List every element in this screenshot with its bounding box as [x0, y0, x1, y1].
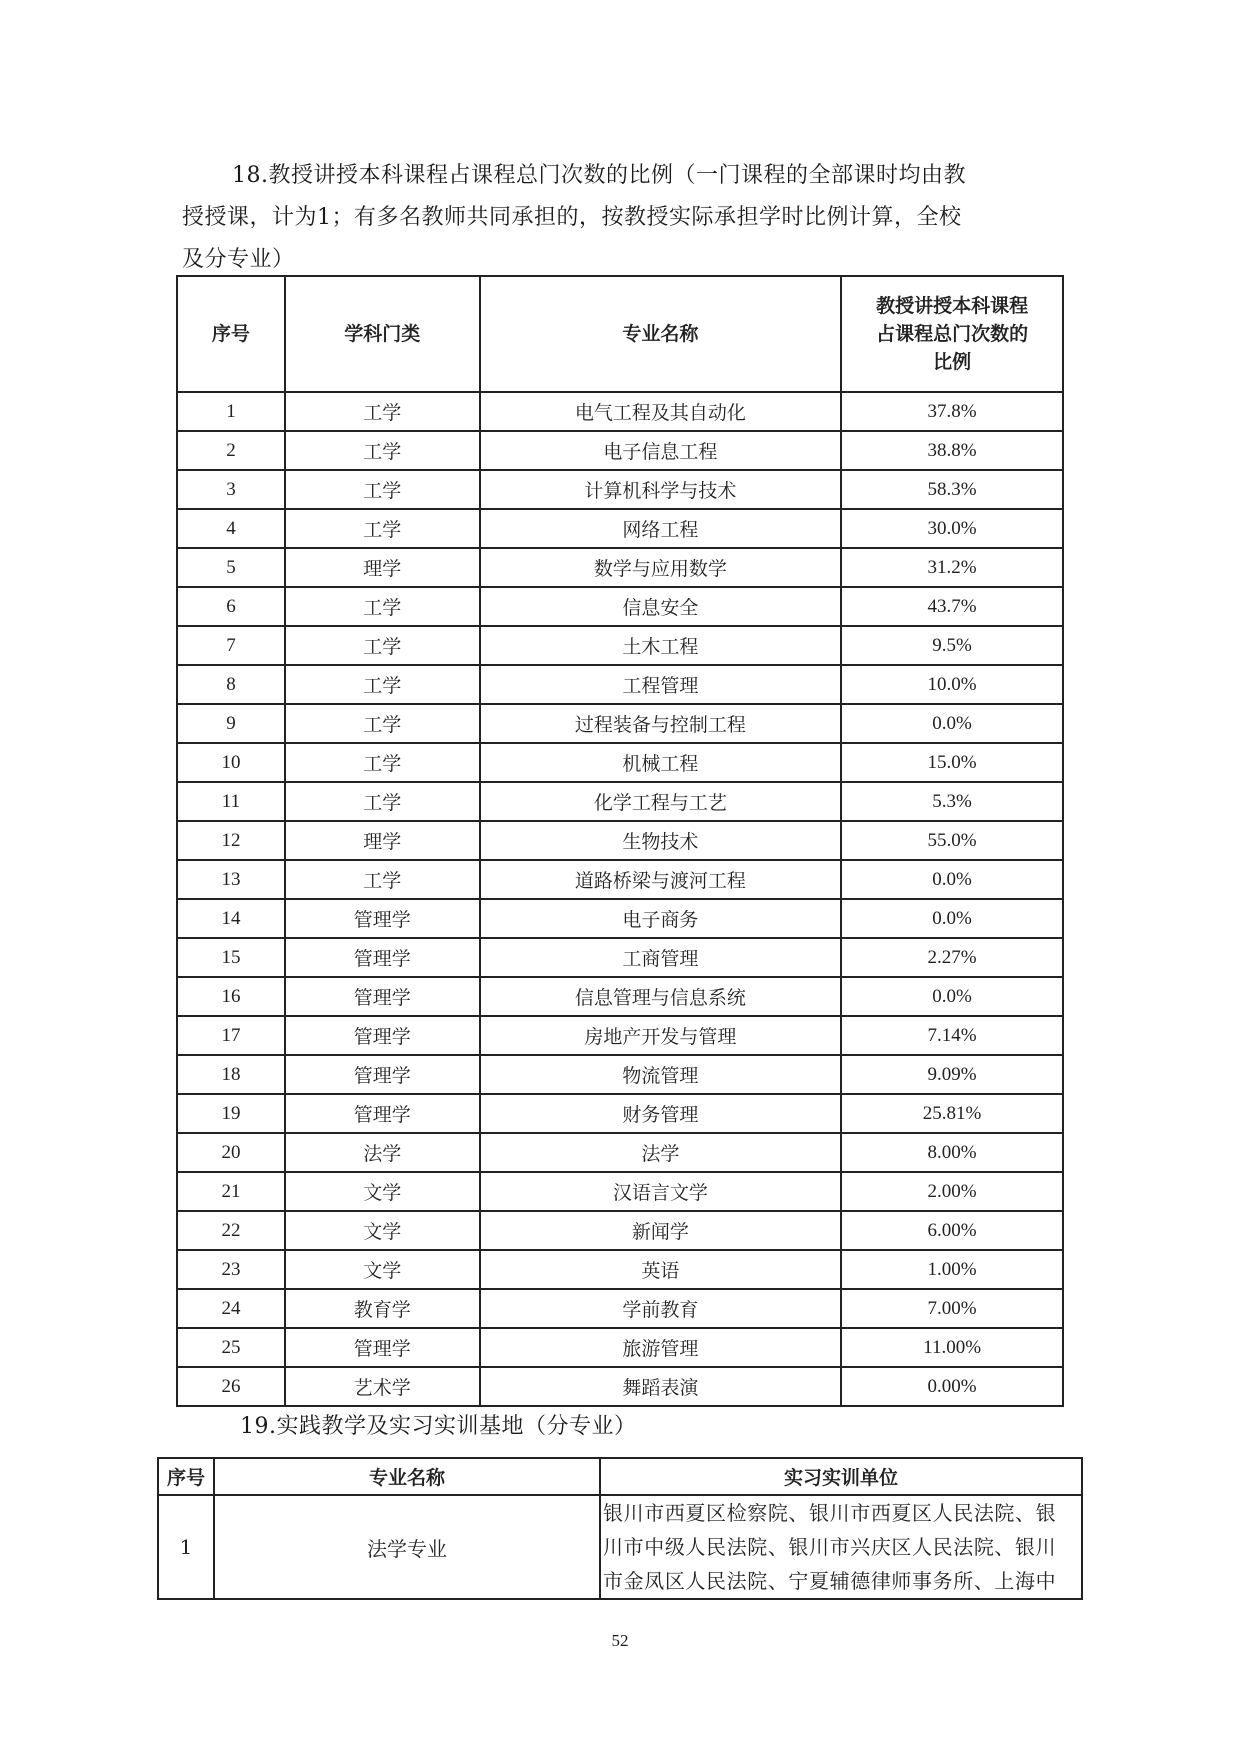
header-line: 占课程总门次数的 — [876, 323, 1029, 345]
cell-major: 道路桥梁与渡河工程 — [480, 860, 842, 899]
cell-major: 过程装备与控制工程 — [480, 704, 842, 743]
cell-category: 工学 — [285, 743, 480, 782]
cell-category: 工学 — [285, 665, 480, 704]
table-row — [177, 977, 1063, 1016]
cell-category: 工学 — [285, 782, 480, 821]
cell-ratio: 0.0% — [841, 899, 1063, 938]
cell-units — [600, 1495, 1082, 1599]
cell-ratio: 0.00% — [841, 1367, 1063, 1406]
cell-ratio: 38.8% — [841, 431, 1063, 470]
cell-category: 教育学 — [285, 1289, 480, 1328]
cell-ratio: 55.0% — [841, 821, 1063, 860]
cell-no: 4 — [177, 509, 285, 548]
table-row — [177, 1211, 1063, 1250]
cell-no: 15 — [177, 938, 285, 977]
table-row — [177, 1016, 1063, 1055]
professor-teaching-ratio-table — [176, 275, 1064, 1407]
col-header-no: 序号 — [158, 1458, 214, 1495]
col-header-units: 实习实训单位 — [600, 1458, 1082, 1495]
cell-major: 舞蹈表演 — [480, 1367, 842, 1406]
cell-major: 计算机科学与技术 — [480, 470, 842, 509]
cell-no: 3 — [177, 470, 285, 509]
cell-major: 法学专业 — [214, 1495, 600, 1599]
cell-major: 电子商务 — [480, 899, 842, 938]
cell-no: 1 — [177, 392, 285, 431]
cell-major: 工程管理 — [480, 665, 842, 704]
cell-major: 物流管理 — [480, 1055, 842, 1094]
cell-ratio: 43.7% — [841, 587, 1063, 626]
cell-no: 18 — [177, 1055, 285, 1094]
cell-category: 理学 — [285, 548, 480, 587]
cell-ratio: 7.14% — [841, 1016, 1063, 1055]
cell-category: 理学 — [285, 821, 480, 860]
table-row — [177, 587, 1063, 626]
table-row — [158, 1495, 1082, 1599]
table-row — [177, 1289, 1063, 1328]
cell-category: 艺术学 — [285, 1367, 480, 1406]
table-row — [177, 1328, 1063, 1367]
table-header-row — [177, 276, 1063, 392]
cell-major: 数学与应用数学 — [480, 548, 842, 587]
table-row — [177, 899, 1063, 938]
cell-major: 电气工程及其自动化 — [480, 392, 842, 431]
cell-ratio: 31.2% — [841, 548, 1063, 587]
table-row — [177, 1133, 1063, 1172]
cell-major: 房地产开发与管理 — [480, 1016, 842, 1055]
cell-ratio: 8.00% — [841, 1133, 1063, 1172]
table-row — [177, 704, 1063, 743]
table-row — [177, 1250, 1063, 1289]
cell-major: 机械工程 — [480, 743, 842, 782]
cell-ratio: 58.3% — [841, 470, 1063, 509]
table-row — [177, 509, 1063, 548]
cell-no: 25 — [177, 1328, 285, 1367]
cell-major: 财务管理 — [480, 1094, 842, 1133]
table-row — [177, 821, 1063, 860]
page-number: 52 — [611, 1631, 629, 1650]
cell-major: 英语 — [480, 1250, 842, 1289]
cell-major: 学前教育 — [480, 1289, 842, 1328]
table-row — [177, 1172, 1063, 1211]
cell-ratio: 0.0% — [841, 704, 1063, 743]
cell-category: 工学 — [285, 431, 480, 470]
col-header-major: 专业名称 — [480, 276, 842, 392]
cell-category: 工学 — [285, 470, 480, 509]
table-row — [177, 860, 1063, 899]
col-header-major: 专业名称 — [214, 1458, 600, 1495]
cell-category: 管理学 — [285, 938, 480, 977]
cell-no: 26 — [177, 1367, 285, 1406]
cell-no: 17 — [177, 1016, 285, 1055]
cell-no: 24 — [177, 1289, 285, 1328]
table-row — [177, 392, 1063, 431]
cell-no: 13 — [177, 860, 285, 899]
cell-major: 法学 — [480, 1133, 842, 1172]
cell-category: 管理学 — [285, 899, 480, 938]
cell-category: 管理学 — [285, 1328, 480, 1367]
cell-category: 工学 — [285, 860, 480, 899]
cell-no: 23 — [177, 1250, 285, 1289]
table-header-row — [158, 1458, 1082, 1495]
cell-category: 管理学 — [285, 977, 480, 1016]
section-19-heading: 19.实践教学及实习实训基地（分专业） — [240, 1414, 637, 1439]
heading-line: 及分专业） — [182, 247, 295, 272]
cell-ratio: 15.0% — [841, 743, 1063, 782]
table-row — [177, 665, 1063, 704]
cell-no: 20 — [177, 1133, 285, 1172]
cell-no: 19 — [177, 1094, 285, 1133]
cell-major: 土木工程 — [480, 626, 842, 665]
cell-category: 文学 — [285, 1211, 480, 1250]
cell-no: 11 — [177, 782, 285, 821]
cell-category: 文学 — [285, 1250, 480, 1289]
cell-no: 5 — [177, 548, 285, 587]
cell-ratio: 11.00% — [841, 1328, 1063, 1367]
cell-major: 网络工程 — [480, 509, 842, 548]
cell-ratio: 2.00% — [841, 1172, 1063, 1211]
cell-no: 21 — [177, 1172, 285, 1211]
cell-no: 14 — [177, 899, 285, 938]
cell-category: 文学 — [285, 1172, 480, 1211]
table-row — [177, 1094, 1063, 1133]
cell-major: 信息安全 — [480, 587, 842, 626]
table-row — [177, 1367, 1063, 1406]
cell-major: 化学工程与工艺 — [480, 782, 842, 821]
cell-category: 管理学 — [285, 1055, 480, 1094]
col-header-category: 学科门类 — [285, 276, 480, 392]
cell-major: 新闻学 — [480, 1211, 842, 1250]
table-row — [177, 938, 1063, 977]
cell-ratio: 6.00% — [841, 1211, 1063, 1250]
cell-major: 汉语言文学 — [480, 1172, 842, 1211]
cell-ratio: 25.81% — [841, 1094, 1063, 1133]
cell-major: 信息管理与信息系统 — [480, 977, 842, 1016]
cell-ratio: 5.3% — [841, 782, 1063, 821]
cell-no: 6 — [177, 587, 285, 626]
table-row — [177, 1055, 1063, 1094]
table-row — [177, 431, 1063, 470]
cell-no: 1 — [158, 1495, 214, 1599]
cell-no: 8 — [177, 665, 285, 704]
cell-category: 工学 — [285, 509, 480, 548]
cell-category: 工学 — [285, 626, 480, 665]
cell-no: 22 — [177, 1211, 285, 1250]
table-row — [177, 548, 1063, 587]
cell-category: 法学 — [285, 1133, 480, 1172]
cell-ratio: 2.27% — [841, 938, 1063, 977]
cell-ratio: 7.00% — [841, 1289, 1063, 1328]
cell-category: 工学 — [285, 587, 480, 626]
cell-ratio: 0.0% — [841, 860, 1063, 899]
cell-ratio: 9.5% — [841, 626, 1063, 665]
units-line: 市金凤区人民法院、宁夏辅德律师事务所、上海中 — [603, 1569, 1057, 1593]
cell-category: 工学 — [285, 704, 480, 743]
col-header-no: 序号 — [177, 276, 285, 392]
table-row — [177, 626, 1063, 665]
table-row — [177, 470, 1063, 509]
heading-line: 18.教授讲授本科课程占课程总门次数的比例（一门课程的全部课时均由教 — [232, 163, 966, 188]
cell-major: 电子信息工程 — [480, 431, 842, 470]
heading-line: 授授课，计为1；有多名教师共同承担的，按教授实际承担学时比例计算，全校 — [182, 205, 962, 230]
cell-no: 10 — [177, 743, 285, 782]
cell-ratio: 9.09% — [841, 1055, 1063, 1094]
cell-no: 2 — [177, 431, 285, 470]
cell-category: 工学 — [285, 392, 480, 431]
header-line: 教授讲授本科课程 — [876, 295, 1029, 317]
units-line: 川市中级人民法院、银川市兴庆区人民法院、银川 — [603, 1535, 1057, 1559]
col-header-ratio — [841, 276, 1063, 392]
cell-no: 9 — [177, 704, 285, 743]
cell-no: 16 — [177, 977, 285, 1016]
cell-no: 12 — [177, 821, 285, 860]
table-row — [177, 743, 1063, 782]
cell-major: 工商管理 — [480, 938, 842, 977]
cell-category: 管理学 — [285, 1016, 480, 1055]
cell-major: 生物技术 — [480, 821, 842, 860]
cell-ratio: 10.0% — [841, 665, 1063, 704]
cell-category: 管理学 — [285, 1094, 480, 1133]
section-18-heading — [182, 155, 1068, 281]
cell-ratio: 0.0% — [841, 977, 1063, 1016]
cell-ratio: 30.0% — [841, 509, 1063, 548]
cell-ratio: 37.8% — [841, 392, 1063, 431]
cell-no: 7 — [177, 626, 285, 665]
cell-major: 旅游管理 — [480, 1328, 842, 1367]
header-line: 比例 — [933, 351, 972, 373]
cell-ratio: 1.00% — [841, 1250, 1063, 1289]
table-row — [177, 782, 1063, 821]
internship-base-table — [157, 1457, 1083, 1600]
units-line: 银川市西夏区检察院、银川市西夏区人民法院、银 — [603, 1501, 1057, 1525]
